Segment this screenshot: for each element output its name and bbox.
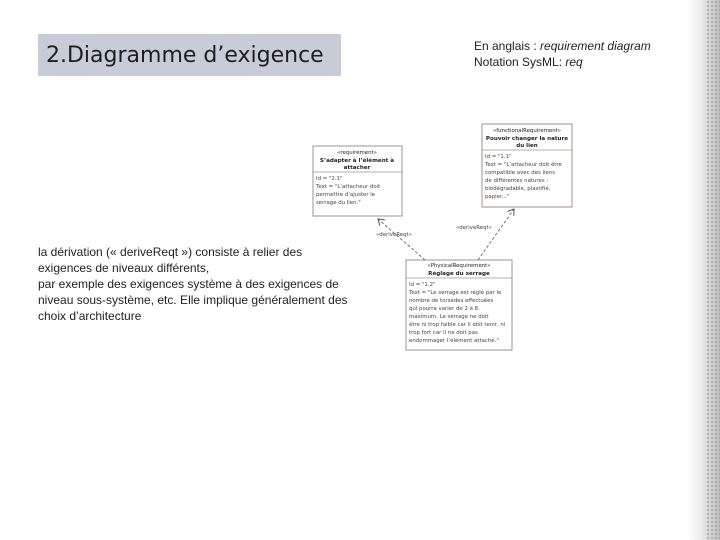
req-functional-text: de différentes natures : xyxy=(485,178,549,184)
req-adapt-stereotype: «requirement» xyxy=(337,150,377,156)
req-physical-stereotype: «PhysicalRequirement» xyxy=(427,263,491,269)
req-adapt-name: attacher xyxy=(343,165,371,171)
note-line-notation: Notation SysML: req xyxy=(474,55,583,69)
derive-relation-to-adapt xyxy=(378,219,425,260)
req-box-physical xyxy=(406,260,512,350)
body-line: niveau sous-système, etc. Elle implique généralement des xyxy=(38,293,348,307)
req-physical-name: Réglage du serrage xyxy=(428,271,490,277)
body-line: par exemple des exigences système à des exigences de xyxy=(38,277,339,291)
req-physical-text: trop fort car il ne doit pas xyxy=(409,330,478,336)
req-functional-text: compatible avec des liens xyxy=(485,170,556,176)
body-line: exigences de niveaux différents, xyxy=(38,261,210,275)
derive-relation-to-functional xyxy=(478,209,514,260)
req-box-functional xyxy=(482,124,572,207)
req-functional-text: papier..." xyxy=(485,194,510,200)
req-physical-text: Id = "1.2" xyxy=(409,282,436,288)
req-functional-name: du lien xyxy=(516,143,538,149)
req-physical-text: nombre de torsades effectuées xyxy=(409,298,494,304)
req-physical-text: être ni trop faible car il doit tenir, ni xyxy=(409,322,506,328)
req-adapt-text: Id = "2.1" xyxy=(316,176,343,182)
req-physical-text: maximum. Le serrage ne doit xyxy=(409,314,489,320)
slide-title: 2.Diagramme d’exigence xyxy=(46,42,324,68)
req-functional-stereotype: «functionalRequirement» xyxy=(492,128,562,134)
req-adapt-text: serrage du lien." xyxy=(316,200,361,206)
req-functional-text: Id = "1.1" xyxy=(485,154,512,160)
req-adapt-name: S’adapter à l’élément à xyxy=(319,158,395,164)
req-physical-text: Text = "Le serrage est réglé par le xyxy=(409,290,502,296)
req-physical-text: endommager l’élément attaché." xyxy=(409,338,499,344)
req-adapt-text: permettre d’ajuster le xyxy=(316,192,376,198)
note-line-english: En anglais : requirement diagram xyxy=(474,39,651,53)
req-box-adapt xyxy=(313,146,402,216)
derive-relation-label: «deriveReqt» xyxy=(376,232,412,238)
body-line: choix d’architecture xyxy=(38,309,142,323)
req-adapt-text: Text = "L’attacheur doit xyxy=(316,184,381,190)
body-line: la dérivation (« deriveReqt ») consiste à relier des xyxy=(38,245,303,259)
derive-relation-label: «deriveReqt» xyxy=(456,225,492,231)
req-functional-name: Pouvoir changer la nature xyxy=(485,136,569,142)
req-functional-text: biodégradable, plastifié, xyxy=(485,186,551,192)
req-physical-text: qui pourra varier de 2 à 8. xyxy=(409,306,480,312)
req-functional-text: Text = "L’attacheur doit être xyxy=(485,162,562,168)
